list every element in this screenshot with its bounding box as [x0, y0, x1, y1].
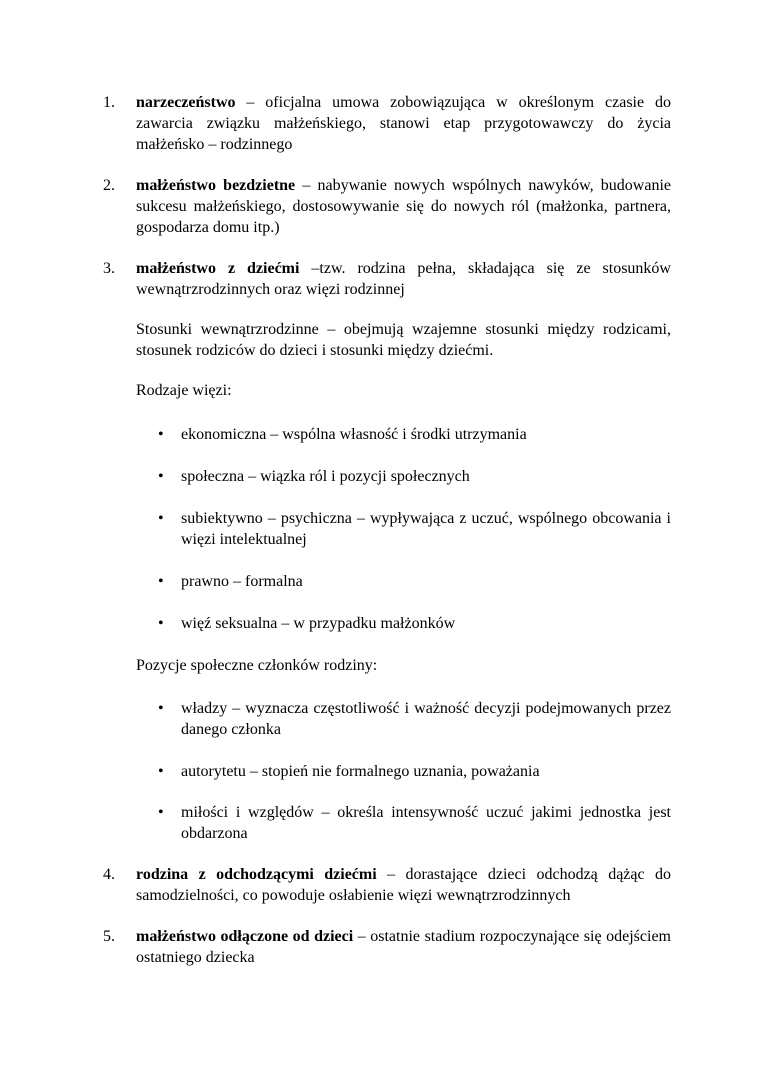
relations-paragraph: Stosunki wewnątrzrodzinne – obejmują wzajemne stosunki między rodzicami, stosunek rodziców do dzieci i stosunki między dziećmi.: [136, 321, 671, 359]
bullet-icon: •: [158, 763, 164, 780]
position-text: autorytetu – stopień nie formalnego uznania, poważania: [181, 763, 540, 780]
bond-text: więź seksualna – w przypadku małżonków: [181, 615, 456, 632]
item-number: 2.: [103, 177, 115, 194]
bullet-icon: •: [158, 700, 164, 717]
list-item-2: [103, 175, 671, 238]
bullet-icon: •: [158, 615, 164, 632]
item-number: 3.: [103, 260, 115, 277]
list-item-3: [103, 258, 671, 300]
item-number: 1.: [103, 94, 115, 111]
item-term: narzeczeństwo: [136, 94, 236, 111]
position-text: miłości i względów – określa intensywność uczuć jakimi jednostka jest obdarzona: [181, 804, 671, 842]
item-text: – dorastające dzieci odchodzą dążąc do samodzielności, co powoduje osłabienie więzi wewnątrzrodzinnych: [136, 866, 672, 904]
position-item-1: [158, 698, 671, 740]
position-text: władzy – wyznacza częstotliwość i ważność decyzji podejmowanych przez danego członka: [181, 700, 671, 738]
position-item-3: [158, 802, 671, 844]
bond-item-2: [158, 466, 671, 487]
bonds-heading: Rodzaje więzi:: [136, 382, 232, 399]
item-text: – ostatnie stadium rozpoczynające się odejściem ostatniego dziecka: [136, 928, 671, 966]
bullet-icon: •: [158, 510, 164, 527]
bond-text: społeczna – wiązka ról i pozycji społecznych: [181, 468, 470, 485]
item-term: małżeństwo odłączone od dzieci: [136, 928, 354, 945]
bond-text: ekonomiczna – wspólna własność i środki utrzymania: [181, 426, 527, 443]
bullet-icon: •: [158, 426, 164, 443]
bullet-icon: •: [158, 573, 164, 590]
item-text: –tzw. rodzina pełna, składająca się ze stosunków wewnątrzrodzinnych oraz więzi rodzinnej: [136, 260, 671, 298]
bond-text: subiektywno – psychiczna – wypływająca z uczuć, wspólnego obcowania i więzi intelektualnej: [181, 510, 671, 548]
list-item-4: [103, 864, 671, 906]
list-item-5: [103, 926, 671, 968]
item-text: – oficjalna umowa zobowiązująca w określonym czasie do zawarcia związku małżeńskiego, stanowi etap przygotowawczy do życia małżeńsko – rodzinnego: [136, 94, 671, 153]
bullet-icon: •: [158, 468, 164, 485]
bullet-icon: •: [158, 804, 164, 821]
item-term: małżeństwo bezdzietne: [136, 177, 296, 194]
item-term: rodzina z odchodzącymi dziećmi: [136, 866, 377, 883]
bond-item-5: [158, 613, 671, 634]
position-item-2: [158, 761, 671, 782]
list-item-1: [103, 92, 671, 155]
bond-item-3: [158, 508, 671, 550]
item-number: 4.: [103, 866, 115, 883]
item-text: – nabywanie nowych wspólnych nawyków, budowanie sukcesu małżeńskiego, dostosowywanie się do nowych ról (małżonka, partnera, gospodarza domu itp.): [136, 177, 671, 236]
bond-text: prawno – formalna: [181, 573, 303, 590]
bond-item-4: [158, 571, 671, 592]
item-term: małżeństwo z dziećmi: [136, 260, 300, 277]
positions-heading: Pozycje społeczne członków rodziny:: [136, 657, 378, 674]
bond-item-1: [158, 424, 671, 445]
item-number: 5.: [103, 928, 115, 945]
